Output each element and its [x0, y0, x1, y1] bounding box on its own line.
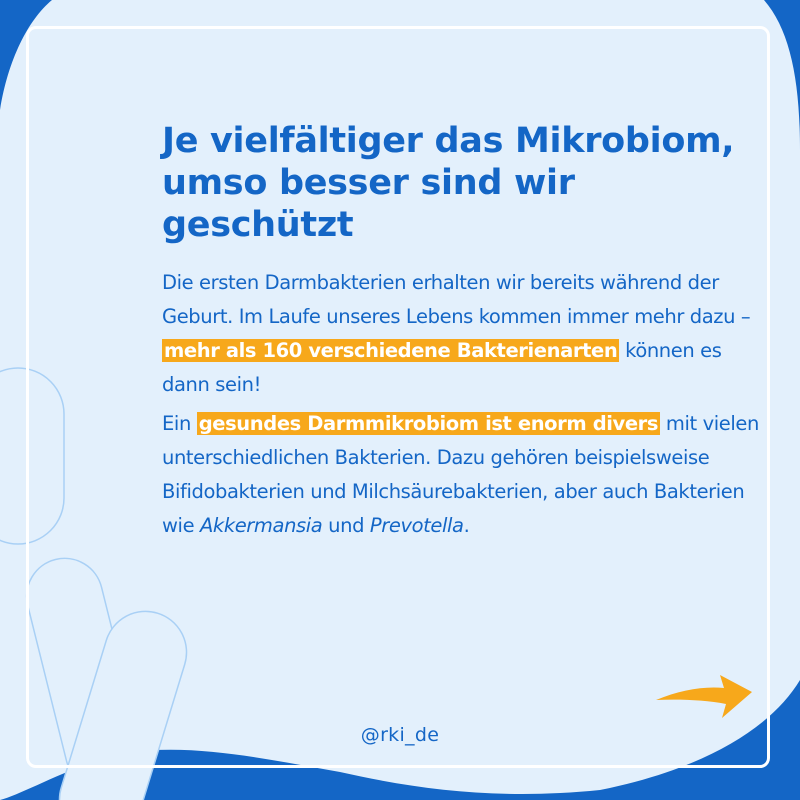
paragraph-2-end: . — [463, 514, 470, 537]
paragraph-birth-bacteria — [162, 266, 762, 402]
italic-prevotella: Prevotella — [369, 514, 464, 537]
headline-line-2: umso besser sind wir geschützt — [162, 163, 575, 245]
italic-akkermansia: Akkermansia — [199, 514, 323, 537]
highlight-diverse-microbiome: gesundes Darmmikrobiom ist enorm divers — [198, 412, 659, 435]
paragraph-2-start: Ein — [162, 412, 191, 435]
headline-line-1: Je vielfältiger das Mikrobiom, — [162, 121, 735, 161]
arrow-right-icon[interactable] — [652, 668, 756, 728]
post-content — [162, 120, 762, 543]
paragraph-diverse-microbiome — [162, 407, 762, 543]
highlight-bacteria-count: mehr als 160 verschiedene Bakterienarten — [164, 339, 618, 362]
paragraph-1-end: können es dann sein! — [162, 339, 722, 396]
paragraph-1-text: Die ersten Darmbakterien erhalten wir bereits während der Geburt. Im Laufe unseres Lebens kommen immer mehr dazu – — [162, 271, 751, 328]
paragraph-2-and: und — [328, 514, 365, 537]
social-handle: @rki_de — [360, 724, 440, 746]
paragraph-2-text: mit vielen unterschiedlichen Bakterien. Dazu gehören beispielsweise Bifidobakterien und Milchsäurebakterien, aber auch Bakterien wie — [162, 412, 759, 537]
headline — [162, 120, 762, 246]
